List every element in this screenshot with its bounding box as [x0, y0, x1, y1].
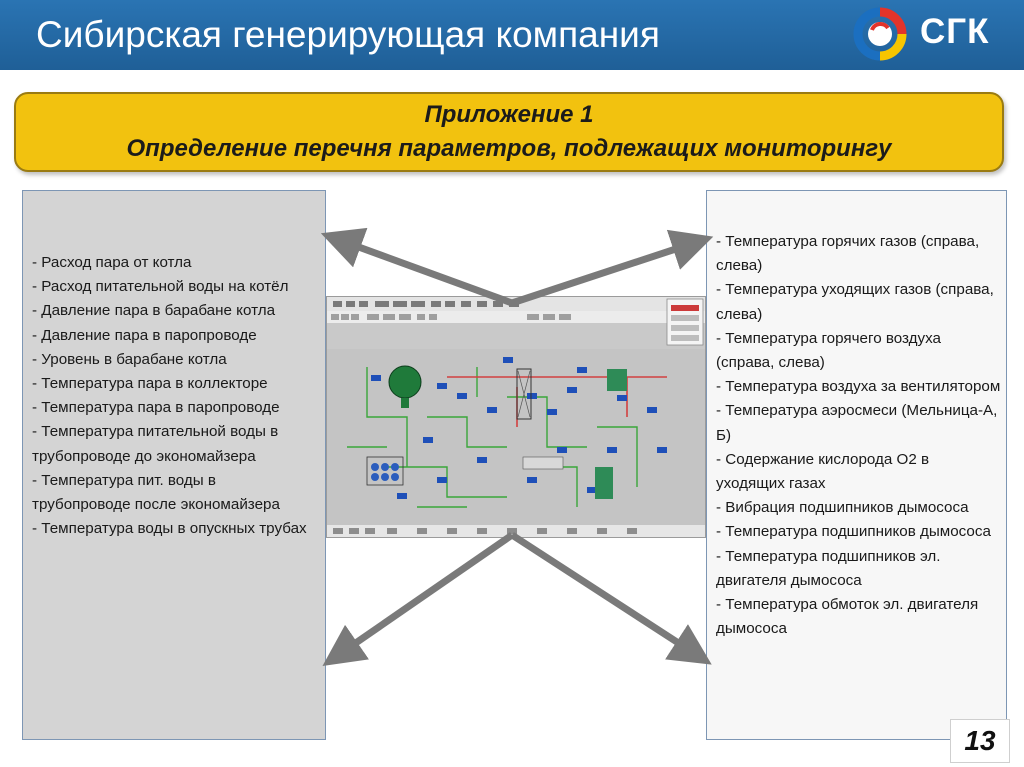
list-item: - Температура воздуха за вентилятором — [716, 378, 1001, 396]
appendix-banner — [14, 92, 1004, 172]
gas-air-parameters-panel — [706, 190, 1007, 740]
list-item: - Температура горячего воздуха (справа, слева) — [716, 329, 941, 372]
list-item: - Давление пара в паропроводе — [32, 326, 257, 344]
boiler-water-steam-parameters-panel — [22, 190, 326, 740]
arrow-top-right — [512, 241, 700, 303]
sgk-logo-text: СГК — [920, 12, 990, 51]
page-number: 13 — [950, 719, 1010, 763]
list-item: - Температура воды в опускных трубах — [32, 520, 307, 538]
list-item: - Температура обмоток эл. двигателя дымососа — [716, 596, 979, 638]
company-title: Сибирская генерирующая компания — [36, 14, 660, 55]
arrow-bottom-left — [334, 535, 512, 658]
list-item: - Температура аэросмеси (Мельница-А, Б) — [716, 402, 998, 444]
appendix-subtitle: Определение перечня параметров, подлежащих мониторингу — [126, 135, 892, 162]
list-item: - Температура пара в паропроводе — [32, 399, 280, 417]
list-item: - Температура подшипников эл. двигателя дымососа — [716, 547, 941, 589]
list-item: - Температура питательной воды в трубопроводе до экономайзера — [32, 423, 279, 465]
header-bar — [0, 0, 1024, 70]
list-item: - Уровень в барабане котла — [32, 350, 227, 368]
list-item: - Вибрация подшипников дымососа — [716, 499, 969, 517]
right-parameter-list — [716, 230, 1001, 641]
scada-screenshot — [326, 296, 706, 538]
list-item: - Расход пара от котла — [32, 254, 192, 271]
arrow-top-left — [334, 238, 512, 303]
list-item: - Содержание кислорода О2 в уходящих газах — [716, 450, 930, 493]
list-item: - Температура уходящих газов (справа, слева) — [716, 281, 994, 323]
list-item: - Температура пит. воды в трубопроводе после экономайзера — [32, 471, 280, 514]
arrow-bottom-right — [512, 535, 700, 657]
boiler-mimic-diagram-icon — [327, 297, 705, 537]
appendix-title: Приложение 1 — [424, 101, 594, 128]
left-parameter-list — [32, 251, 317, 541]
list-item: - Температура пара в коллекторе — [32, 375, 268, 393]
sgk-logo-icon — [852, 6, 908, 62]
list-item: - Температура горячих газов (справа, слева) — [716, 233, 980, 275]
list-item: - Расход питательной воды на котёл — [32, 278, 289, 296]
list-item: - Температура подшипников дымососа — [716, 523, 991, 541]
list-item: - Давление пара в барабане котла — [32, 302, 276, 320]
